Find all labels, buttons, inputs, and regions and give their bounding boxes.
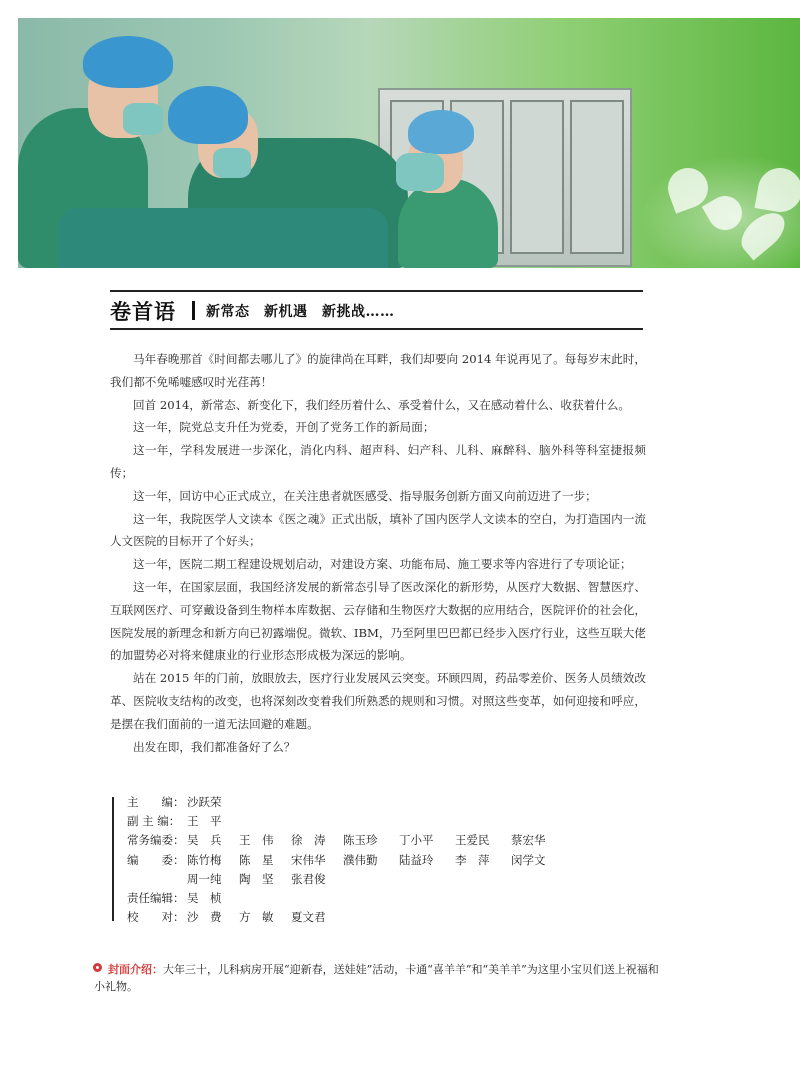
section-title: 卷首语 — [110, 299, 176, 324]
credit-name: 王 平 — [187, 814, 222, 829]
cover-introduction — [94, 961, 664, 995]
cover-photo-surgery — [18, 18, 800, 268]
editorial-body — [110, 348, 646, 758]
credit-name: 闵学文 — [511, 852, 546, 867]
credit-name: 王爱民 — [455, 833, 490, 848]
title-divider — [192, 301, 195, 320]
credit-name: 吴 桢 — [187, 891, 222, 906]
credit-row-board-cont — [127, 870, 563, 889]
editorial-credits — [127, 793, 563, 927]
credit-row-editor-in-chief — [127, 793, 563, 812]
credit-label: 责任编辑： — [127, 891, 185, 906]
credit-label: 常务编委： — [127, 833, 185, 848]
credit-name: 方 敏 — [239, 910, 274, 925]
cover-note-label: 封面介绍： — [108, 963, 163, 976]
header-bottom-rule — [110, 328, 643, 330]
credit-name: 陈玉珍 — [343, 833, 378, 848]
paragraph: 这一年，学科发展进一步深化，消化内科、超声科、妇产科、儿科、麻醉科、脑外科等科室捷报频传； — [110, 443, 646, 480]
credit-name: 丁小平 — [399, 833, 434, 848]
credit-label: 校 对： — [127, 910, 185, 925]
flower-decoration — [734, 205, 792, 260]
header-top-rule — [110, 290, 643, 292]
credit-label: 副 主 编： — [127, 814, 181, 829]
paragraph: 这一年，院党总支升任为党委，开创了党务工作的新局面； — [133, 420, 435, 435]
credit-name: 徐 涛 — [291, 833, 326, 848]
credit-name: 陈竹梅 — [187, 852, 222, 867]
paragraph: 出发在即，我们都准备好了么？ — [133, 739, 296, 754]
credit-name: 夏文君 — [291, 910, 326, 925]
paragraph: 这一年，回访中心正式成立，在关注患者就医感受、指导服务创新方面又向前迈进了一步； — [133, 488, 597, 503]
credit-name: 张君俊 — [291, 871, 326, 886]
credit-name: 宋伟华 — [291, 852, 326, 867]
credit-name: 陆益玲 — [399, 852, 434, 867]
paragraph: 回首 2014，新常态、新变化下，我们经历着什么、承受着什么，又在感动着什么、收获着什么。 — [133, 397, 630, 412]
flower-decoration — [702, 190, 748, 236]
credit-label — [127, 870, 187, 889]
paragraph: 这一年，医院二期工程建设规划启动，对建设方案、功能布局、施工要求等内容进行了专项论证； — [133, 557, 632, 572]
credit-row-executive-board — [127, 831, 563, 850]
credit-name: 陶 坚 — [239, 871, 274, 886]
credit-name: 沙 费 — [187, 910, 222, 925]
credit-name: 蔡宏华 — [511, 833, 546, 848]
credit-name: 李 萍 — [455, 852, 490, 867]
credit-name: 王 伟 — [239, 833, 274, 848]
paragraph: 站在 2015 年的门前，放眼放去，医疗行业发展风云突变。环顾四周，药品零差价、医务人员绩效改革、医院收支结构的改变，也将深刻改变着我们所熟悉的规则和习惯。对照这些变革，如何迎接和呼应，是摆在我们面前的一道无法回避的难题。 — [110, 671, 646, 731]
credit-name: 吴 兵 — [187, 833, 222, 848]
credit-name: 沙跃荣 — [187, 795, 222, 809]
credit-name: 濮伟勤 — [343, 852, 378, 867]
credit-row-responsible-editor — [127, 889, 563, 908]
credit-row-deputy-editor — [127, 812, 563, 831]
paragraph: 这一年，我院医学人文读本《医之魂》正式出版，填补了国内医学人文读本的空白，为打造国内一流人文医院的目标开了个好头； — [110, 511, 646, 549]
credit-row-proofreading — [127, 908, 563, 927]
surgical-drape — [58, 208, 388, 268]
credit-label: 编 委： — [127, 852, 185, 867]
cover-note-text: 大年三十，儿科病房开展“迎新春，送娃娃”活动，卡通“喜羊羊”和“美羊羊”为这里小宝贝们送上祝福和小礼物。 — [94, 963, 659, 993]
paragraph: 这一年，在国家层面，我国经济发展的新常态引导了医改深化的新形势，从医疗大数据、智慧医疗、互联网医疗、可穿戴设备到生物样本库数据、云存储和生物医疗大数据的应用结合，医院评价的社会化，医院发展的新理念和新方向已初露端倪。微软、IBM，乃至阿里巴巴都已经步入医疗行业，这些互联大佬的加盟势必对将来健康业的行业形态形成极为深远的影响。 — [110, 579, 646, 663]
credits-rule — [112, 797, 114, 921]
credit-name: 陈 星 — [239, 852, 274, 867]
credit-row-board — [127, 851, 563, 870]
credit-name: 周一纯 — [187, 871, 222, 886]
credit-label: 主 编： — [127, 795, 185, 809]
section-subtitle: 新常态 新机遇 新挑战…… — [206, 304, 395, 320]
paragraph: 马年春晚那首《时间都去哪儿了》的旋律尚在耳畔，我们却要向 2014 年说再见了。每每岁末此时，我们都不免唏嘘感叹时光荏苒！ — [110, 352, 646, 389]
flower-decoration — [755, 165, 800, 216]
